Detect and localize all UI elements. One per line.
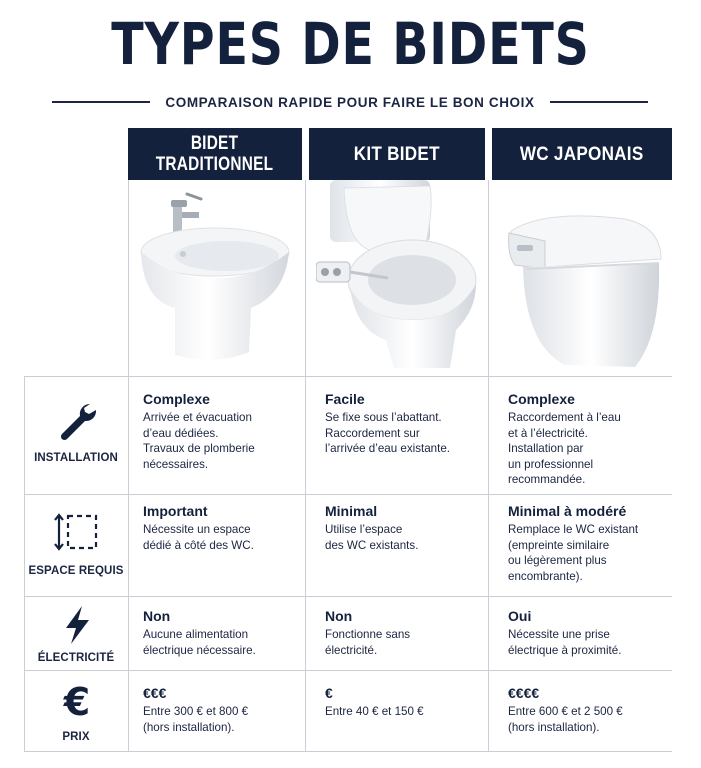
cell-description-line: recommandée. [508,473,586,486]
cell-description-line: (hors installation). [143,720,235,734]
table-cell [508,391,678,488]
subtitle-row [52,92,648,112]
page-title: TYPES DE BIDETS [111,10,590,78]
cell-description-line: d’eau dédiées. [143,426,219,440]
column-header-wc-japonais [492,128,672,180]
lightning-bolt-icon [62,605,92,645]
page-subtitle: COMPARAISON RAPIDE POUR FAIRE LE BON CHOIX [165,94,535,110]
grid-line [24,751,672,752]
column-header-kit-bidet [309,128,485,180]
column-header-bidet-traditionnel [128,128,302,180]
cell-description-line: Fonctionne sans [325,628,411,641]
cell-description-line: Nécessite un espace [143,523,251,536]
table-cell [325,391,495,457]
cell-description-line: (hors installation). [508,720,600,734]
cell-description-line: électrique à proximité. [508,643,622,657]
table-cell [143,685,313,735]
cell-description [508,522,678,584]
euro-icon: € [63,680,91,724]
grid-line [488,180,489,752]
cell-heading: Complexe [143,391,210,407]
cell-description-line: nécessaires. [143,457,209,471]
cell-description-line: Raccordement à l’eau [508,411,621,424]
cell-description-line: Installation par [508,442,584,455]
row-label-installation: INSTALLATION [34,452,118,464]
cell-description-line: des WC existants. [325,538,419,552]
column-header-label: WC JAPONAIS [520,143,644,165]
row-label-espace-requis: ESPACE REQUIS [28,565,124,577]
wc-japonais-illustration [505,205,667,371]
wrench-icon [56,400,98,442]
cell-heading: €€€€ [508,685,540,701]
cell-description-line: Nécessite une prise [508,628,610,641]
cell-description [325,522,495,553]
cell-description [143,627,313,658]
table-cell [325,608,495,658]
cell-heading: € [325,685,333,701]
row-label-electricite: ÉLECTRICITÉ [37,652,115,664]
cell-description-line: Arrivée et évacuation [143,411,252,424]
cell-description-line: Utilise l’espace [325,523,403,536]
cell-description-line: un professionnel [508,457,594,471]
table-cell [143,391,313,472]
cell-description-line: et à l’électricité. [508,426,588,440]
cell-description [143,522,313,553]
cell-description [508,627,678,658]
kit-bidet-illustration [316,180,480,370]
grid-line [24,596,672,597]
table-cell [325,503,495,553]
cell-description [325,704,495,720]
cell-description-line: Aucune alimentation [143,628,249,641]
table-cell [143,503,313,553]
subtitle-left-rule [52,101,150,103]
cell-heading: Facile [325,391,365,407]
cell-heading: Minimal à modéré [508,503,627,519]
cell-heading: Non [325,608,353,624]
cell-description-line: ou légèrement plus [508,554,607,567]
column-header-line2: TRADITIONNEL [156,154,274,175]
column-header-line1: BIDET [191,133,239,154]
cell-description-line: Se fixe sous l’abattant. [325,411,442,424]
space-dimensions-icon [54,512,100,552]
cell-description [325,627,495,658]
cell-description-line: Travaux de plomberie [143,442,255,455]
cell-description-line: Entre 600 € et 2 500 € [508,705,623,718]
row-label-prix: PRIX [62,731,90,743]
cell-description [325,410,495,457]
cell-heading: Minimal [325,503,378,519]
cell-description [143,410,313,472]
table-cell [143,608,313,658]
grid-line [24,670,672,671]
cell-description-line: électrique nécessaire. [143,643,256,657]
cell-description [143,704,313,735]
cell-description-line: Entre 40 € et 150 € [325,705,424,718]
cell-description-line: électricité. [325,643,378,657]
table-cell [508,685,678,735]
cell-description-line: Remplace le WC existant [508,523,639,536]
cell-heading: Non [143,608,171,624]
cell-description-line: Entre 300 € et 800 € [143,705,249,718]
grid-line [128,180,129,752]
grid-line [24,494,672,495]
cell-description-line: encombrante). [508,569,583,583]
grid-line [24,376,25,752]
cell-heading: Important [143,503,208,519]
cell-description-line: dédié à côté des WC. [143,538,254,552]
table-cell [325,685,495,720]
table-cell [508,503,678,584]
cell-description-line: l’arrivée d’eau existante. [325,442,451,455]
grid-line [24,376,672,377]
table-cell [508,608,678,658]
cell-heading: Complexe [508,391,575,407]
column-header-label: KIT BIDET [353,143,441,165]
cell-heading: €€€ [143,685,167,701]
cell-description-line: Raccordement sur [325,426,420,440]
cell-heading: Oui [508,608,532,624]
cell-description-line: (empreinte similaire [508,538,610,552]
subtitle-right-rule [550,101,648,103]
cell-description [508,704,678,735]
bidet-traditionnel-illustration [135,190,295,370]
cell-description [508,410,678,488]
